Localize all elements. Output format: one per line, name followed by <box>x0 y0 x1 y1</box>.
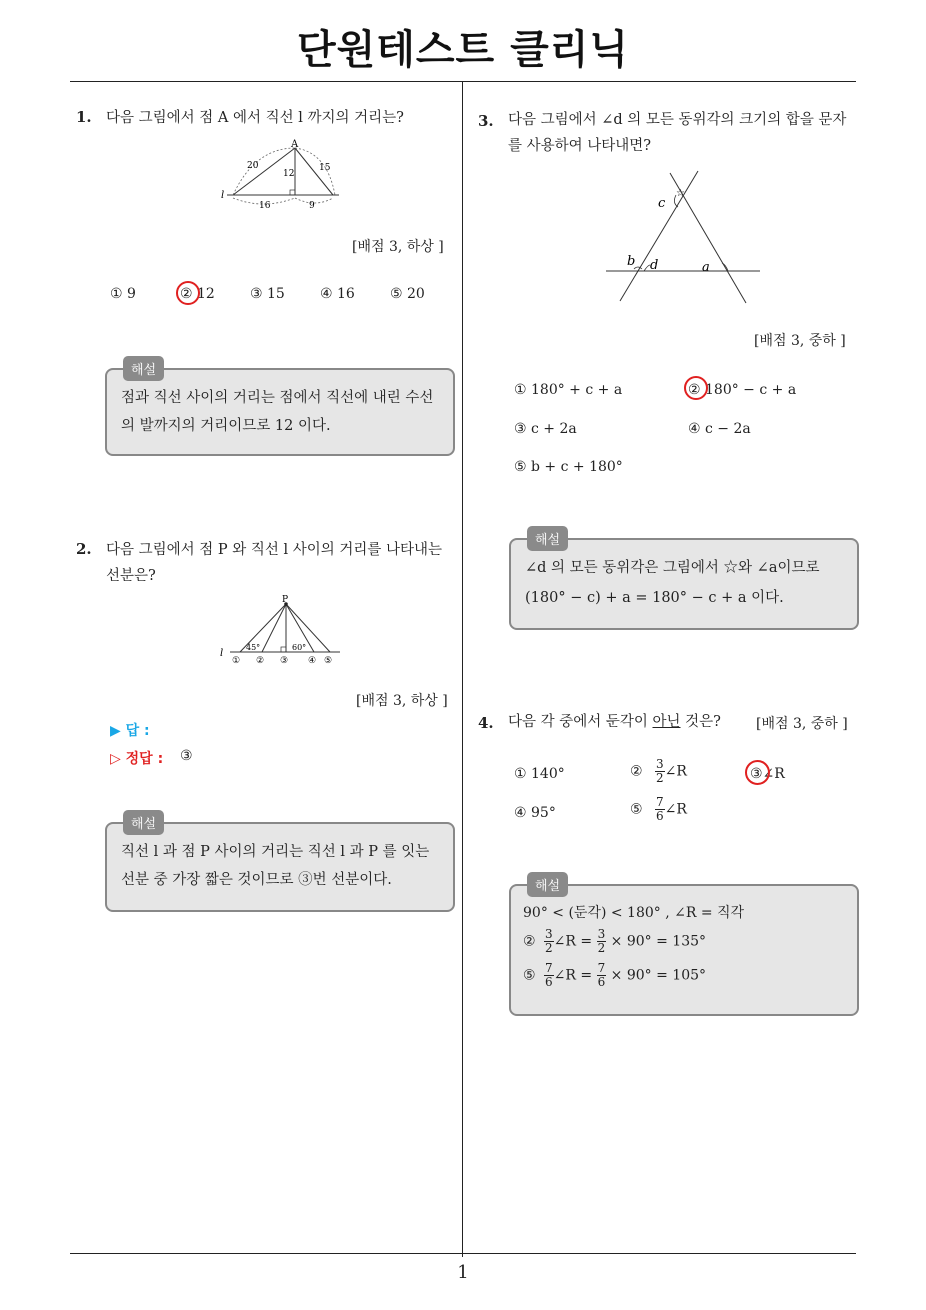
q4-option-4[interactable]: ④ 95° <box>514 805 556 821</box>
bottom-rule <box>70 1253 856 1254</box>
q3-option-4[interactable]: ④ c − 2a <box>688 421 751 437</box>
q1-text: 다음 그림에서 점 A 에서 직선 l 까지의 거리는? <box>106 110 404 126</box>
q2-explanation-tag: 해설 <box>123 810 164 835</box>
page-title: 단원테스트 클리닉 <box>296 27 630 73</box>
q1-option-1[interactable]: ① 9 <box>110 286 136 302</box>
q3-number: 3. <box>478 112 494 130</box>
q1-fig-label-20: 20 <box>247 161 259 171</box>
q2-explanation-line2: 선분 중 가장 짧은 것이므로 ③번 선분이다. <box>121 872 392 888</box>
q4-option-2-suffix: ∠R <box>664 763 687 780</box>
q3-fig-label-star: ☆ <box>676 188 685 199</box>
q4-explanation-line2: ② $\frac{3}{2}$ ∠R = $\frac{3}{2}$ × 90° = 135° <box>523 927 707 955</box>
q1-number: 1. <box>76 108 92 126</box>
q4-option-5-fraction: $\frac{7}{6}$ <box>656 795 664 823</box>
q4-option-2-label: ② <box>630 763 643 780</box>
q1-answer-mark <box>176 281 200 305</box>
q3-answer-mark <box>684 376 708 400</box>
q3-fig-label-a: a <box>702 260 710 275</box>
q1-option-2[interactable]: ② 12 <box>180 286 215 302</box>
q2-fig-label-c1: ① <box>232 656 241 666</box>
q2-fig-label-c4: ④ <box>308 656 317 666</box>
q1-figure <box>215 138 345 210</box>
q1-fig-label-l: l <box>221 190 225 201</box>
q1-option-4[interactable]: ④ 16 <box>320 286 355 302</box>
q1-explanation-box <box>105 363 455 456</box>
q1-explanation-tag: 해설 <box>123 356 164 381</box>
q2-figure <box>218 592 342 668</box>
q4-text-post: 것은? <box>680 714 721 730</box>
q2-explanation-line1: 직선 l 과 점 P 사이의 거리는 직선 l 과 P 를 잇는 <box>121 844 430 860</box>
q3-option-3[interactable]: ③ c + 2a <box>514 421 577 437</box>
q1-option-3[interactable]: ③ 15 <box>250 286 285 302</box>
q4-text-pre: 다음 각 중에서 둔각이 <box>508 714 653 730</box>
q2-text-line2: 선분은? <box>106 568 156 584</box>
q2-fig-label-60: 60° <box>292 643 307 652</box>
q2-correct-label: ▷ 정답 : <box>110 751 164 767</box>
q3-fig-label-b: b <box>627 254 636 269</box>
q4-text <box>508 708 721 736</box>
q4-option-3[interactable]: ③∠R <box>750 766 785 782</box>
q4-number: 4. <box>478 714 494 732</box>
q3-explanation-line2: (180° − c) + a = 180° − c + a 이다. <box>525 590 784 606</box>
q3-meta: [배점 3, 중하 ] <box>754 333 846 349</box>
q4-explanation-box <box>509 879 859 1016</box>
q4-option-2-fraction: $\frac{3}{2}$ <box>656 757 664 785</box>
q3-option-5[interactable]: ⑤ b + c + 180° <box>514 459 623 475</box>
q2-number: 2. <box>76 540 92 558</box>
q4-explanation-tag: 해설 <box>527 872 568 897</box>
q3-text-line1: 다음 그림에서 ∠d 의 모든 동위각의 크기의 합을 문자 <box>508 112 847 128</box>
q4-answer-mark <box>745 760 770 785</box>
q4-option-5-suffix: ∠R <box>664 801 687 818</box>
q3-explanation-line1: ∠d 의 모든 동위각은 그림에서 ☆와 ∠a이므로 <box>525 560 820 576</box>
q2-fig-label-c2: ② <box>256 656 265 666</box>
q3-option-2[interactable]: ② 180° − c + a <box>688 382 797 398</box>
q1-fig-label-12: 12 <box>283 169 295 179</box>
page-number: 1 <box>457 1262 469 1283</box>
q3-explanation-box <box>509 533 859 630</box>
q2-fig-label-P: P <box>282 595 289 605</box>
q1-fig-label-9: 9 <box>309 201 315 210</box>
q4-option-5[interactable] <box>630 796 687 823</box>
q1-option-5[interactable]: ⑤ 20 <box>390 286 425 302</box>
q1-explanation-text: 점과 직선 사이의 거리는 점에서 직선에 내린 수선의 발까지의 거리이므로 12 이다. <box>121 390 434 434</box>
q4-meta: [배점 3, 중하 ] <box>756 716 848 732</box>
q1-fig-label-16: 16 <box>259 201 271 210</box>
q2-meta: [배점 3, 하상 ] <box>356 693 448 709</box>
q2-fig-label-c5: ⑤ <box>324 656 333 666</box>
q1-fig-label-15: 15 <box>319 163 331 173</box>
q2-fig-label-c3: ③ <box>280 656 289 666</box>
q3-fig-label-c: c <box>658 196 666 211</box>
q4-option-1[interactable]: ① 140° <box>514 766 565 782</box>
q3-figure <box>600 165 765 307</box>
column-divider <box>462 82 463 1257</box>
q2-fig-label-45: 45° <box>246 643 261 652</box>
q4-explanation-line3: ⑤ $\frac{7}{6}$ ∠R = $\frac{7}{6}$ × 90° = 105° <box>523 961 707 989</box>
q3-option-1[interactable]: ① 180° + c + a <box>514 382 623 398</box>
q3-explanation-tag: 해설 <box>527 526 568 551</box>
q4-option-2[interactable] <box>630 758 687 785</box>
q1-fig-label-A: A <box>291 139 299 150</box>
q2-explanation-box <box>105 817 455 912</box>
q4-text-underlined: 아닌 <box>652 714 681 730</box>
q2-fig-label-l: l <box>220 648 224 659</box>
q1-meta: [배점 3, 하상 ] <box>352 239 444 255</box>
q4-explanation-line1: 90° < (둔각) < 180° , ∠R = 직각 <box>523 905 745 921</box>
q2-text-line1: 다음 그림에서 점 P 와 직선 l 사이의 거리를 나타내는 <box>106 542 443 558</box>
q2-correct-value: ③ <box>180 748 193 764</box>
q3-text-line2: 를 사용하여 나타내면? <box>508 138 652 154</box>
q3-fig-label-d: d <box>650 258 659 273</box>
q4-option-5-label: ⑤ <box>630 801 643 818</box>
top-rule <box>70 81 856 82</box>
q2-answer-label: ▶ 답 : <box>110 723 150 739</box>
